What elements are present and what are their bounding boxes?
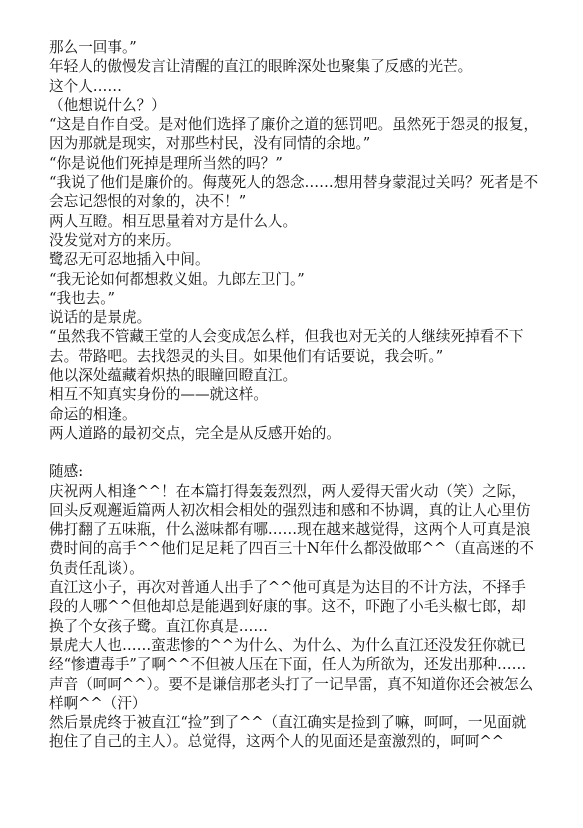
story-section: [49, 38, 539, 443]
notes-paragraph: 庆祝两人相逢^^！在本篇打得轰轰烈烈，两人爱得天雷火动（笑）之际，回头反观邂逅篇两人初次相会相处的强烈违和感和不协调，真的让人心里仿佛打翻了五味瓶，什么滋味都有哪……现在越来越觉得，这两个人可真是浪费时间的高手^^他们足足耗了四百三十N年什么都没做耶^^（直高迷的不负责任乱谈）。: [49, 482, 534, 577]
story-paragraph: 那么一回事。”: [49, 39, 137, 56]
story-paragraph: 说话的是景虎。: [49, 309, 152, 327]
story-paragraph: “这是自作自受。是对他们选择了廉价之道的惩罚吧。虽然死于怨灵的报复，因为那就是现实，对那些村民，没有同情的余地。”: [49, 116, 539, 153]
story-paragraph: 两人道路的最初交点，完全是从反感开始的。: [49, 424, 341, 442]
story-paragraph: （他想说什么？）: [49, 96, 166, 114]
story-paragraph: “虽然我不管藏王堂的人会变成怎么样，但我也对无关的人继续死掉看不下去。带路吧。去找怨灵的头目。如果他们有话要说，我会听。”: [49, 328, 524, 365]
notes-paragraph: 直江这小子，再次对普通人出手了^^他可真是为达目的不计方法，不择手段的人哪^^但他却总是能遇到好康的事。这不，吓跑了小毛头椒七郎，却换了个女孩子鹭。直江你真是……: [49, 579, 526, 635]
story-paragraph: “你是说他们死掉是理所当然的吗？”: [49, 154, 283, 172]
story-paragraph: 命运的相逢。: [49, 405, 137, 423]
story-paragraph: 他以深处蕴藏着炽热的眼瞳回瞪直江。: [49, 367, 298, 385]
section-spacer: [49, 443, 539, 462]
document-body: [49, 38, 539, 752]
notes-section: [49, 462, 539, 751]
notes-paragraph: 然后景虎终于被直江“捡”到了^^（直江确实是捡到了嘛，呵呵，一见面就抱住了自己的主人）。总觉得，这两个人的见面还是蛮激烈的，呵呵^^: [49, 714, 527, 751]
story-paragraph: 鹭忍无可忍地插入中间。: [49, 251, 210, 269]
story-paragraph: 年轻人的傲慢发言让清醒的直江的眼眸深处也聚集了反感的光芒。: [49, 58, 473, 76]
story-paragraph: 相互不知真实身份的——就这样。: [49, 386, 268, 404]
story-paragraph: “我说了他们是廉价的。侮蔑死人的怨念……想用替身蒙混过关吗？死者是不会忘记怨恨的对象的，决不！”: [49, 174, 539, 211]
story-paragraph: “我无论如何都想救义姐。九郎左卫门。”: [49, 270, 305, 288]
story-paragraph: 没发觉对方的来历。: [49, 231, 181, 249]
story-paragraph: 这个人……: [49, 77, 122, 95]
story-paragraph: “我也去。”: [49, 289, 115, 307]
notes-heading: 随感:: [49, 463, 84, 481]
notes-paragraph: 景虎大人也……蛮悲惨的^^为什么、为什么、为什么直江还没发狂你就已经“惨遭毒手”了啊^^不但被人压在下面，任人为所欲为，还发出那种……声音（呵呵^^）。要不是谦信那老头打了一记旱雷，真不知道你还会被怎么样啊^^（汗）: [49, 636, 534, 712]
story-paragraph: 两人互瞪。相互思量着对方是什么人。: [49, 212, 298, 230]
